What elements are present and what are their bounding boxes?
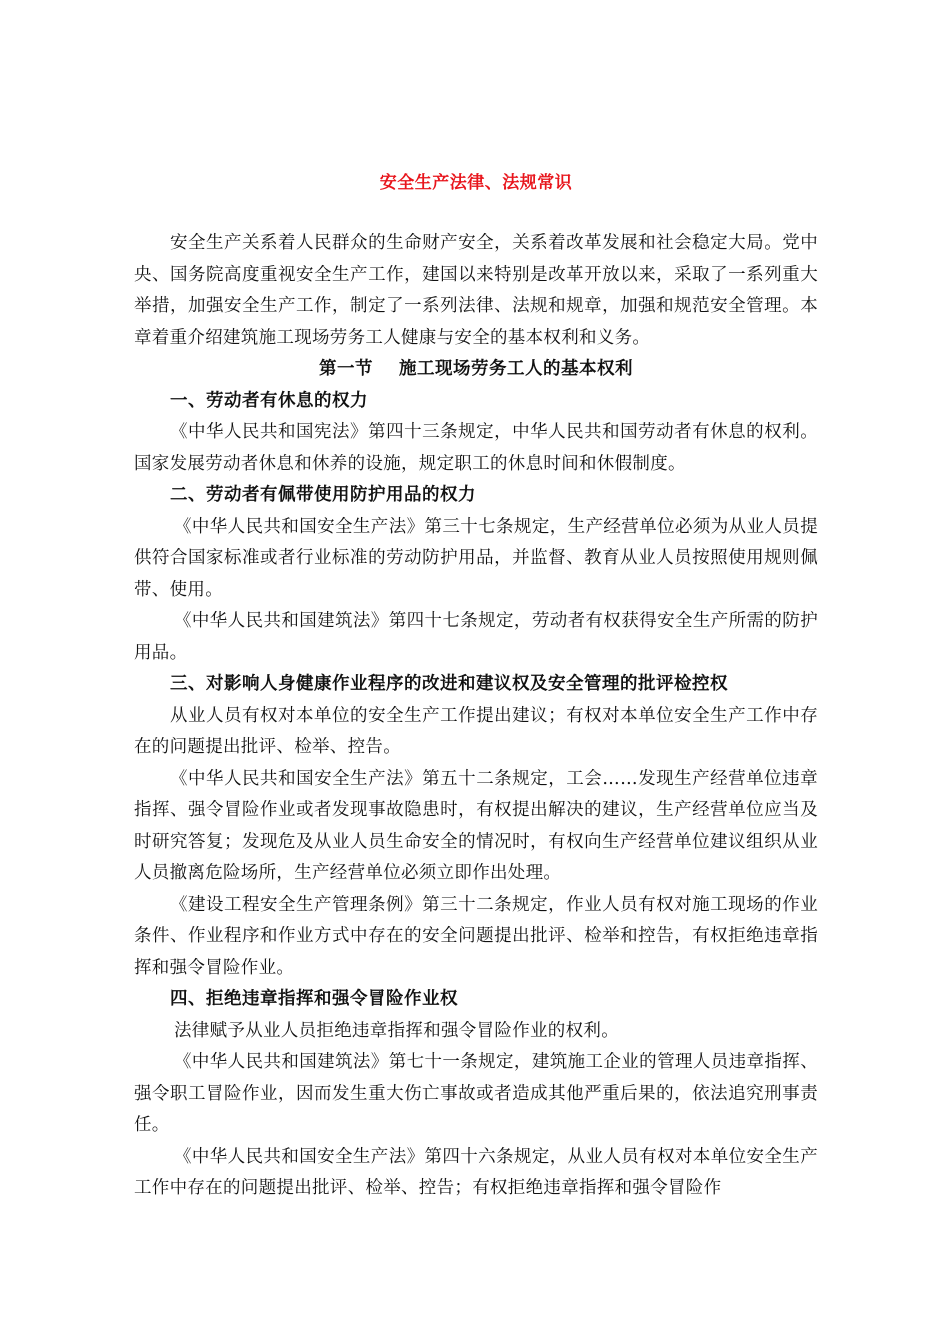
item-heading-3: 三、对影响人身健康作业程序的改进和建议权及安全管理的批评检控权 bbox=[170, 674, 728, 694]
section-heading bbox=[134, 354, 818, 386]
item-1-paragraph-1: 《中华人民共和国宪法》第四十三条规定，中华人民共和国劳动者有休息的权利。国家发展劳动者休息和休养的设施，规定职工的休息时间和休假制度。 bbox=[134, 422, 818, 474]
item-3-paragraph-3: 《建设工程安全生产管理条例》第三十二条规定，作业人员有权对施工现场的作业条件、作业程序和作业方式中存在的安全问题提出批评、检举和控告，有权拒绝违章指挥和强令冒险作业。 bbox=[134, 894, 818, 978]
item-3-paragraph-2: 《中华人民共和国安全生产法》第五十二条规定，工会……发现生产经营单位违章指挥、强令冒险作业或者发现事故隐患时，有权提出解决的建议，生产经营单位应当及时研究答复；发现危及从业人员生命安全的情况时，有权向生产经营单位建议组织从业人员撤离危险场所，生产经营单位必须立即作出处理。 bbox=[134, 768, 818, 883]
item-2-paragraph-1: 《中华人民共和国安全生产法》第三十七条规定，生产经营单位必须为从业人员提供符合国家标准或者行业标准的劳动防护用品，并监督、教育从业人员按照使用规则佩带、使用。 bbox=[134, 516, 818, 600]
section-number: 第一节 bbox=[319, 359, 373, 379]
item-heading-4: 四、拒绝违章指挥和强令冒险作业权 bbox=[170, 989, 458, 1009]
item-heading-1: 一、劳动者有休息的权力 bbox=[170, 390, 368, 411]
document-page bbox=[134, 168, 818, 1205]
item-4-paragraph-3: 《中华人民共和国安全生产法》第四十六条规定，从业人员有权对本单位安全生产工作中存在的问题提出批评、检举、控告；有权拒绝违章指挥和强令冒险作 bbox=[134, 1146, 818, 1198]
item-heading-2: 二、劳动者有佩带使用防护用品的权力 bbox=[170, 485, 476, 505]
intro-paragraph: 安全生产关系着人民群众的生命财产安全，关系着改革发展和社会稳定大局。党中央、国务院高度重视安全生产工作，建国以来特别是改革开放以来，采取了一系列重大举措，加强安全生产工作，制定了一系列法律、法规和规章，加强和规范安全管理。本章着重介绍建筑施工现场劳务工人健康与安全的基本权利和义务。 bbox=[134, 233, 818, 348]
document-title: 安全生产法律、法规常识 bbox=[379, 173, 573, 193]
item-2-paragraph-2: 《中华人民共和国建筑法》第四十七条规定，劳动者有权获得安全生产所需的防护用品。 bbox=[134, 611, 818, 663]
item-4-paragraph-2: 《中华人民共和国建筑法》第七十一条规定，建筑施工企业的管理人员违章指挥、强令职工冒险作业，因而发生重大伤亡事故或者造成其他严重后果的，依法追究刑事责任。 bbox=[134, 1052, 818, 1135]
item-3-paragraph-1: 从业人员有权对本单位的安全生产工作提出建议；有权对本单位安全生产工作中存在的问题提出批评、检举、控告。 bbox=[134, 705, 818, 757]
section-title: 施工现场劳务工人的基本权利 bbox=[399, 359, 633, 379]
item-4-paragraph-1: 法律赋予从业人员拒绝违章指挥和强令冒险作业的权利。 bbox=[174, 1020, 619, 1041]
